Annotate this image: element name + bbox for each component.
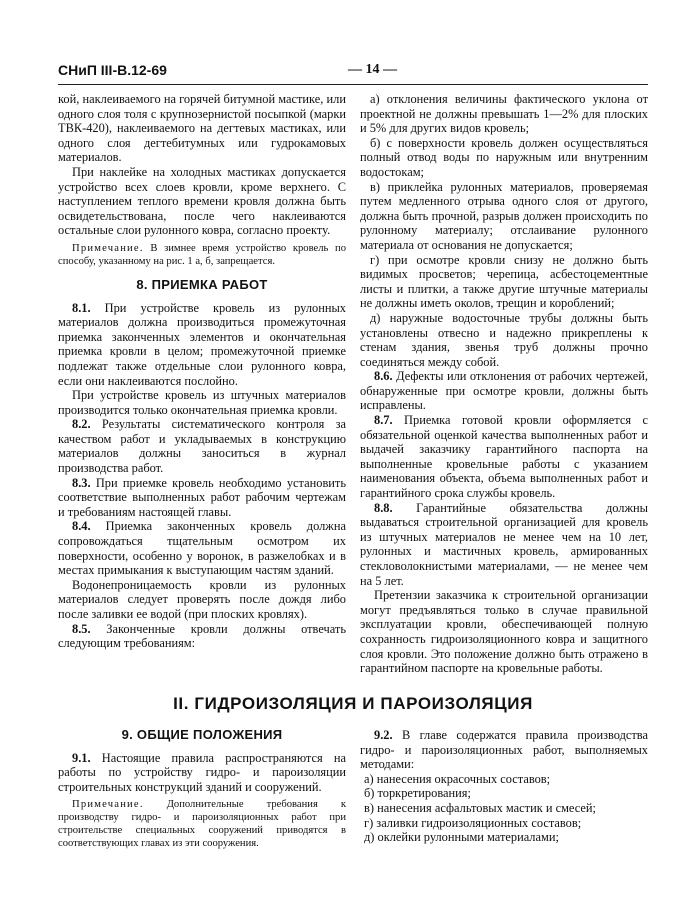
clause-8-7: 8.7. Приемка готовой кровли оформляется с обязательной оценкой качества выполненных работ и выдачей заказчику гарантийного паспорта на выполненные кровельные работы с указанием наименования объекта, объема выполненных работ и гарантийного срока службы кровель. <box>360 413 648 501</box>
paragraph: При наклейке на холодных мастиках допускается устройство всех слоев кровли, кроме верхнего. С наступлением теплого времени кровля должна быть освидетельствована, после чего наклеиваются остальные слои рулонного ковра, согласно проекту. <box>58 164 346 238</box>
header-rule <box>58 84 648 85</box>
list-item: а) нанесения окрасочных составов; <box>364 771 551 786</box>
list-item: в) нанесения асфальтовых мастик и смесей; <box>364 800 596 815</box>
section-title: 9. ОБЩИЕ ПОЛОЖЕНИЯ <box>121 727 283 742</box>
clause-8-2: 8.2. Результаты систематического контроля за качеством работ и укладываемых в конструкцию материалов должны заноситься в журнал производства работ. <box>58 417 346 476</box>
clause-9-2: 9.2. В главе содержатся правила производства гидро- и пароизоляционных работ, выполняемых методами: <box>360 728 648 772</box>
note-label: Примечание. <box>72 242 144 254</box>
note-text: В зимнее время устройство кровель по способу, указанному на рис. 1 а, б, запрещается. <box>58 242 346 267</box>
left-column-top <box>58 92 346 651</box>
clause-8-5: 8.5. Законченные кровли должны отвечать следующим требованиям: <box>58 621 346 651</box>
paragraph: кой, наклеиваемого на горячей битумной мастике, или одного слоя толя с крупнозернистой посыпкой (марки ТВК-420), наклеиваемого на дегтевых мастиках, или одного слоя дегтебитумных или гудрокамовых материалов. <box>58 92 346 165</box>
clause-8-6: 8.6. Дефекты или отклонения от рабочих чертежей, обнаруженные при осмотре кровли, должны быть исправлены. <box>360 369 648 413</box>
left-column-bottom <box>58 718 346 850</box>
part-title: II. ГИДРОИЗОЛЯЦИЯ И ПАРОИЗОЛЯЦИЯ <box>173 694 533 713</box>
note <box>58 242 346 268</box>
paragraph: Водонепроницаемость кровли из рулонных материалов следует проверять после дождя либо после заливки ее водой (при плоских кровлях). <box>58 577 346 621</box>
note <box>58 798 346 850</box>
list-item: д) оклейки рулонными материалами; <box>364 830 559 845</box>
requirement-a: а) отклонения величины фактического уклона от проектной не должны превышать 1—2% для плоских и 5% для других видов кровель; <box>360 92 648 136</box>
paragraph: При устройстве кровель из штучных материалов производится только окончательная приемка кровли. <box>58 388 346 417</box>
clause-8-3: 8.3. При приемке кровель необходимо установить соответствие выполненных работ рабочим чертежам и требованиям настоящей главы. <box>58 475 346 519</box>
list-item: г) заливки гидроизоляционных составов; <box>364 815 582 830</box>
requirement-d: д) наружные водосточные трубы должны быть установлены отвесно и надежно прикреплены к стенам здания, звенья труб должны прочно соединяться между собой. <box>360 310 648 369</box>
document-code: СНиП III-В.12-69 <box>58 62 167 78</box>
page-number: — 14 — <box>348 62 397 77</box>
requirement-v: в) приклейка рулонных материалов, проверяемая путем медленного отрыва одного слоя от другого, должна быть прочной, разрыв должен происходить по рулонному материалу; отслаивание рулонного материала от основания не допускается; <box>360 179 648 252</box>
right-column-top <box>360 92 648 676</box>
note-text: Дополнительные требования к производству гидро- и пароизоляционных работ при строительстве специальных сооружений приводятся в соответствующих главах из эти сооружения. <box>58 799 346 850</box>
right-column-bottom <box>360 728 648 845</box>
clause-8-1: 8.1. При устройстве кровель из рулонных материалов должна производиться промежуточная приемка законченных элементов и окончательная приемка кровли в целом; промежуточной приемке подлежат также отдельные слои рулонного ковра, если они наклеиваются послойно. <box>58 300 346 388</box>
requirement-g: г) при осмотре кровли снизу не должно быть видимых просветов; черепица, асбестоцементные листы и плитки, а также другие штучные материалы не должны иметь околов, трещин и короблений; <box>360 252 648 311</box>
paragraph: Претензии заказчика к строительной организации могут предъявляться только в случае правильной эксплуатации кровли, обеспечивающей полную сохранность гидроизоляционного ковра и защитного слоя кровли. Это положение должно быть отражено в гарантийном паспорте на кровельные работы. <box>360 588 648 676</box>
page-header <box>58 62 648 82</box>
note-label: Примечание. <box>72 799 144 811</box>
clause-9-1: 9.1. Настоящие правила распространяются на работы по устройству гидро- и пароизоляции строительных конструкций зданий и сооружений. <box>58 750 346 794</box>
clause-8-4: 8.4. Приемка законченных кровель должна сопровождаться тщательным осмотром их поверхности, особенно у воронок, в разжелобках и в местах примыкания к выступающим частям зданий. <box>58 519 346 578</box>
section-title: 8. ПРИЕМКА РАБОТ <box>136 276 268 292</box>
requirement-b: б) с поверхности кровель должен осуществляться полный отвод воды по наружным или внутренним водостокам; <box>360 135 648 179</box>
list-item: б) торкретирования; <box>364 786 471 801</box>
clause-8-8: 8.8. Гарантийные обязательства должны выдаваться строительной организацией для кровель из штучных материалов не менее чем на 10 лет, рулонных и мастичных кровель, армированных стекловолокнистыми материалами, — не менее чем на 5 лет. <box>360 500 648 588</box>
